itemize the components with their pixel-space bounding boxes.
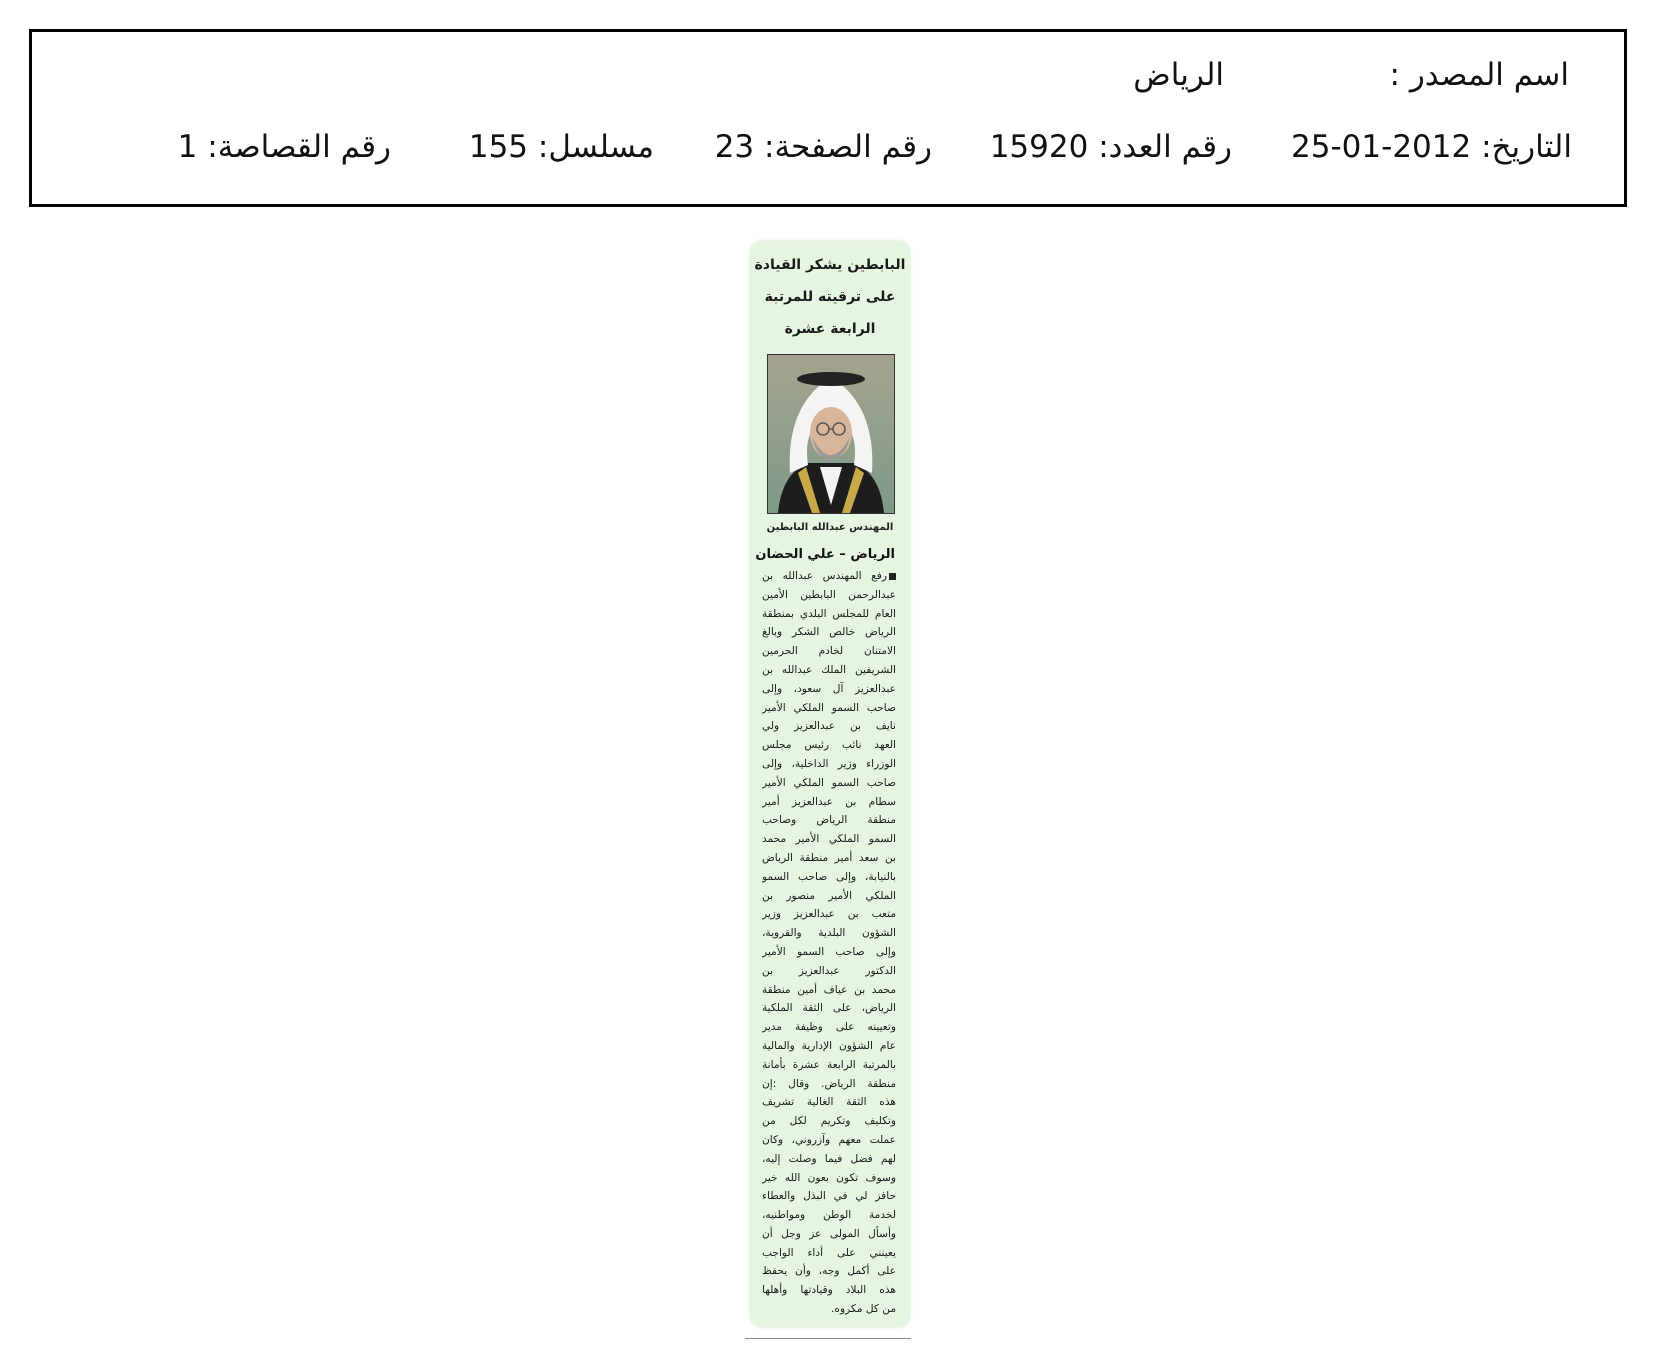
serial-field bbox=[469, 129, 654, 165]
article-body bbox=[762, 567, 896, 1319]
date-label: التاريخ: bbox=[1481, 129, 1572, 165]
body-line: الرياض، على الثقة الملكية bbox=[762, 1002, 896, 1015]
body-line: السمو الملكي الأمير محمد bbox=[762, 833, 896, 846]
body-line: العهد نائب رئيس مجلس bbox=[762, 739, 896, 752]
article-byline: الرياض – علي الحضان bbox=[755, 547, 895, 562]
body-line: متعب بن عبدالعزيز وزير bbox=[762, 908, 896, 921]
clipping-number-value: 1 bbox=[177, 129, 198, 165]
body-line: وإلى صاحب السمو الأمير bbox=[762, 945, 896, 958]
body-line: رفع المهندس عبدالله بن bbox=[762, 567, 896, 586]
body-line: الشريفين الملك عبدالله بن bbox=[762, 663, 896, 676]
serial-value: 155 bbox=[468, 129, 529, 165]
page-number-field bbox=[715, 129, 932, 165]
body-line: بالمرتبة الرابعة عشرة بأمانة bbox=[762, 1058, 896, 1071]
headline-line: الرابعة عشرة bbox=[784, 321, 876, 337]
body-line: صاحب السمو الملكي الأمير bbox=[762, 701, 896, 714]
body-line: لخدمة الوطن ومواطنيه، bbox=[762, 1209, 896, 1222]
issue-number-label: رقم العدد: bbox=[1098, 129, 1232, 165]
body-line: وسوف تكون بعون الله خير bbox=[762, 1171, 896, 1184]
body-line: الشؤون البلدية والقروية، bbox=[762, 927, 896, 940]
body-line: نايف بن عبدالعزيز ولي bbox=[762, 720, 896, 733]
headline-line: على ترقيته للمرتبة bbox=[764, 289, 896, 305]
body-line: عبدالعزيز آل سعود، وإلى bbox=[762, 682, 896, 695]
body-line: الامتنان لخادم الحرمين bbox=[762, 645, 896, 658]
body-line: العام للمجلس البلدي بمنطقة bbox=[762, 607, 896, 620]
body-line: هذه البلاد وقيادتها وأهلها bbox=[762, 1284, 896, 1297]
body-line: الدكتور عبدالعزيز بن bbox=[762, 964, 896, 977]
page-number-label: رقم الصفحة: bbox=[764, 129, 932, 165]
body-line: صاحب السمو الملكي الأمير bbox=[762, 776, 896, 789]
body-line: سطام بن عبدالعزيز أمير bbox=[762, 795, 896, 808]
body-line: منطقة الرياض وصاحب bbox=[762, 814, 896, 827]
body-line: بالنيابة، وإلى صاحب السمو bbox=[762, 870, 896, 883]
article-headline bbox=[750, 249, 910, 345]
body-line: وتكليف وتكريم لكل من bbox=[762, 1115, 896, 1128]
clipping-number-field bbox=[178, 129, 391, 165]
body-line: الملكي الأمير منصور بن bbox=[762, 889, 896, 902]
body-line: يعينني على أداء الواجب bbox=[762, 1246, 896, 1259]
body-line: عبدالرحمن البابطين الأمين bbox=[762, 588, 896, 601]
body-line: الرياض خالص الشكر وبالغ bbox=[762, 626, 896, 639]
bullet-square-icon bbox=[889, 573, 896, 580]
body-line: عملت معهم وآزروني، وكان bbox=[762, 1133, 896, 1146]
headline-line: البابطين يشكر القيادة bbox=[754, 257, 906, 273]
page-number-value: 23 bbox=[714, 129, 755, 165]
photo-caption: المهندس عبدالله البابطين bbox=[766, 522, 894, 533]
body-line: على أكمل وجه، وأن يحفظ bbox=[762, 1265, 896, 1278]
issue-number-field bbox=[990, 129, 1232, 165]
body-line: حافز لي في البذل والعطاء bbox=[762, 1190, 896, 1203]
body-line: هذه الثقة الغالية تشريف bbox=[762, 1096, 896, 1109]
body-line: وتعيينه على وظيفة مدير bbox=[762, 1021, 896, 1034]
body-line: لهم فضل فيما وصلت إليه، bbox=[762, 1152, 896, 1165]
newspaper-clipping bbox=[750, 241, 910, 1327]
body-line: من كل مكروه. bbox=[831, 1303, 896, 1316]
source-label: اسم المصدر : bbox=[1389, 57, 1569, 93]
date-value: 2012-01-25 bbox=[1291, 129, 1472, 165]
body-line: محمد بن عياف أمين منطقة bbox=[762, 983, 896, 996]
divider bbox=[745, 1338, 911, 1339]
source-value: الرياض bbox=[1133, 57, 1224, 93]
portrait-photo bbox=[767, 354, 895, 514]
serial-label: مسلسل: bbox=[537, 129, 654, 165]
clipping-metadata-box bbox=[29, 29, 1627, 207]
clipping-number-label: رقم القصاصة: bbox=[207, 129, 391, 165]
body-line: منطقة الرياض. وقال :إن bbox=[762, 1077, 896, 1090]
body-line: وأسأل المولى عز وجل أن bbox=[762, 1227, 896, 1240]
body-line: عام الشؤون الإدارية والمالية bbox=[762, 1039, 896, 1052]
body-line: بن سعد أمير منطقة الرياض bbox=[762, 851, 896, 864]
issue-number-value: 15920 bbox=[989, 129, 1089, 165]
date-field bbox=[1291, 129, 1572, 165]
body-line: الوزراء وزير الداخلية، وإلى bbox=[762, 757, 896, 770]
